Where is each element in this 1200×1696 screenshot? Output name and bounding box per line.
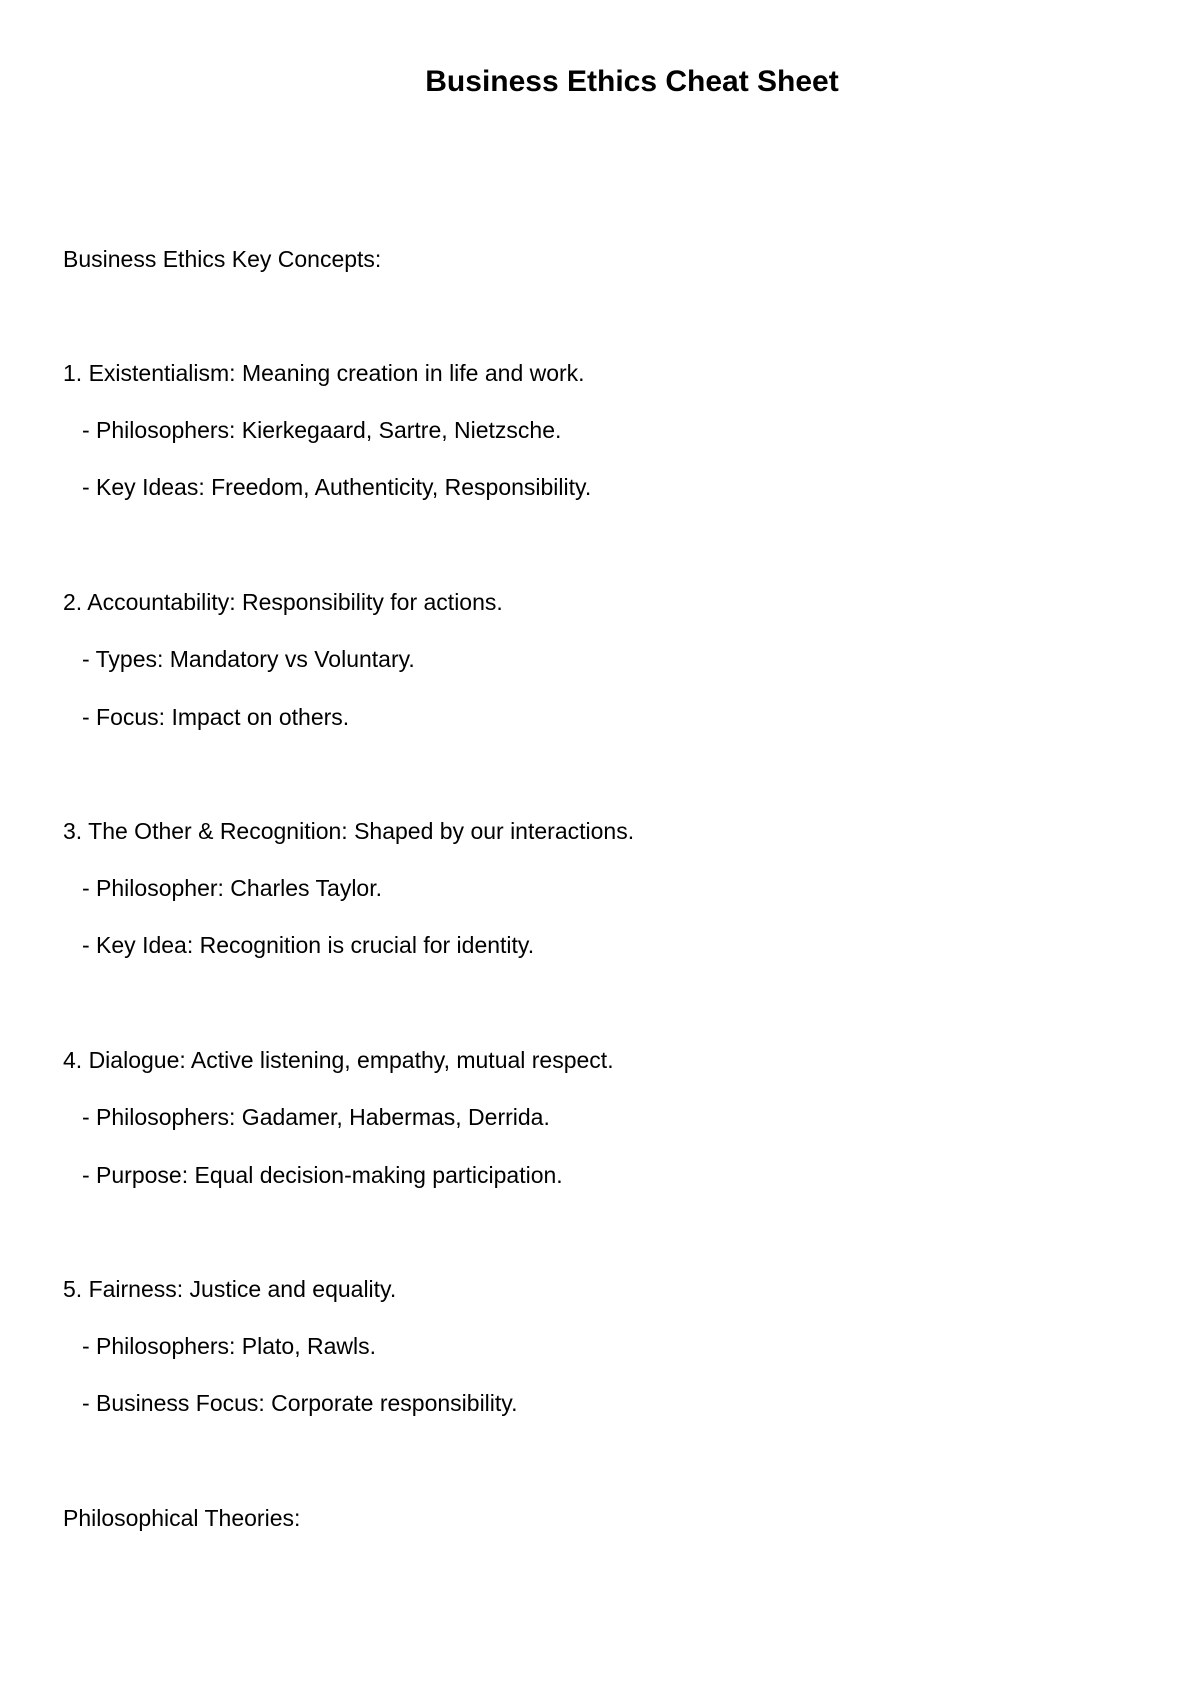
concept-1-point-1: - Philosophers: Kierkegaard, Sartre, Nietzsche. — [82, 417, 562, 443]
concept-5-point-1: - Philosophers: Plato, Rawls. — [82, 1333, 377, 1359]
concept-4-heading: 4. Dialogue: Active listening, empathy, mutual respect. — [63, 1047, 614, 1073]
concept-2-point-1: - Types: Mandatory vs Voluntary. — [82, 646, 415, 672]
concept-3-point-2: - Key Idea: Recognition is crucial for identity. — [82, 932, 535, 958]
concept-3-heading: 3. The Other & Recognition: Shaped by our interactions. — [63, 818, 635, 844]
document-title: Business Ethics Cheat Sheet — [425, 65, 839, 98]
concept-5-point-2: - Business Focus: Corporate responsibility. — [82, 1390, 518, 1416]
concept-4-point-2: - Purpose: Equal decision-making participation. — [82, 1162, 563, 1188]
concept-4-point-1: - Philosophers: Gadamer, Habermas, Derrida. — [82, 1104, 550, 1130]
concept-1-point-2: - Key Ideas: Freedom, Authenticity, Responsibility. — [82, 474, 592, 500]
concept-2-heading: 2. Accountability: Responsibility for actions. — [63, 589, 503, 615]
concept-2-point-2: - Focus: Impact on others. — [82, 704, 350, 730]
concept-3-point-1: - Philosopher: Charles Taylor. — [82, 875, 382, 901]
section-heading-key-concepts: Business Ethics Key Concepts: — [63, 246, 382, 272]
concept-1-heading: 1. Existentialism: Meaning creation in life and work. — [63, 360, 585, 386]
section-heading-philosophical-theories: Philosophical Theories: — [63, 1505, 301, 1531]
concept-5-heading: 5. Fairness: Justice and equality. — [63, 1276, 397, 1302]
